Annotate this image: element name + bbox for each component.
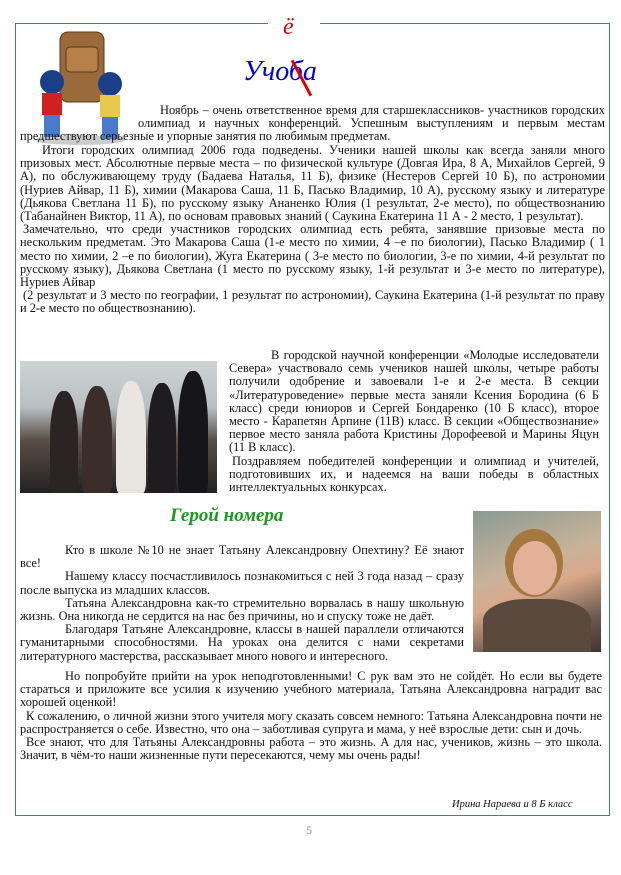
- author-signature: Ирина Нараева и 8 Б класс: [452, 799, 573, 810]
- hero-article-continued: Но попробуйте прийти на урок неподготовленными! С рук вам это не сойдёт. Но если вы будете стараться и приложите все усилия к изучению учебного материала, Татьяна Александровна наградит вас хорошей оценкой! К сожалению, о личной жизни этого учителя могу сказать совсем немного: Татьяна Александровна почти не распространяется о себе. Известно, что она – заботливая супруга и мама, у неё взрослые дети: сын и дочь. Все знают, что для Татьяны Александровны работа – это жизнь. А для нас, учеников, жизнь – это школа. Значит, в чём-то наши жизненные пути пересекаются, чему мы очень рады!: [20, 669, 602, 763]
- intro-paragraph: Ноябрь – очень ответственное время для старшеклассников- участников городских олимпиад и научных конференций. Успешным выступлениям и первым местам предшествуют серьезные и упорные занятия по любимым предметам.: [20, 103, 605, 144]
- congratulations-paragraph: Поздравляем победителей конференции и олимпиад и учителей, подготовивших их, и надеемся на ваши победы в областных интеллектуальных конкурсах.: [229, 453, 599, 495]
- teacher-portrait-photo: [473, 511, 601, 652]
- section-title-hero: Герой номера: [170, 505, 284, 526]
- hero-article: Кто в школе №10 не знает Татьяну Александровну Опехтину? Её знают все! Нашему классу посчастливилось познакомиться с ней 3 года назад – сразу после выпуска из младших классов. Татьяна Александровна как-то стремительно ворвалась в нашу школьную жизнь. Она никогда не сердится на нас без причины, но и спуску тоже не даёт. Благодаря Татьяне Александровне, классы в нашей параллели отличаются гуманитарными способностями. На уроках она делится с нами секретами литературного мастерства, рассказывает много нового и интересного.: [20, 543, 464, 663]
- page-title: Учоба: [243, 56, 317, 87]
- multi-winners-paragraph: Замечательно, что среди участников городских олимпиад есть ребята, занявшие призовые места по нескольким предметам. Это Макарова Саша (1-е место по химии, 4 –е по биологии), Пасько Владимир ( 1 место по химии, 2 –е по биологии), Жуга Екатерина ( 3-е место по биологии, 3-е по химии, 4-й результат по русскому языку), Дьякова Светлана (1 место по русскому языку, 1-й результат и 3-е место по литературе), Нуриев Айвар: [20, 222, 605, 290]
- results-paragraph: Итоги городских олимпиад 2006 года подведены. Ученики нашей школы как всегда заняли много призовых мест. Абсолютные первые места – по физической культуре (Довгая Ира, 8 А, Михайлов Сергей, 9 А), по обслуживающему труду (Бадаева Наталья, 11 Б), физике (Нестеров Сергей 10 Б), по астрономии (Нуриев Айвар, 11 Б), химии (Макарова Саша, 11 Б, Пасько Владимир, 10 А), русскому языку и литературе (Дьякова Светлана 11 Б), по русскому языку Ананенко Юлия (1 результат, 2-е место), по обществознанию (Табанайнен Виктор, 11 А), по основам правовых знаний ( Саукина Екатерина 11 А - 2 место, 1 результат). Замечательно, что среди участников городских олимпиад есть ребята, занявшие призовые места по нескольким предметам. Это Макарова Саша (1-е место по химии, 4 –е по биологии), Пасько Владимир ( 1 место по химии, 2 –е по биологии), Жуга Екатерина ( 3-е место по биологии, 3-е по химии, 4-й результат по русскому языку), Дьякова Светлана (1 место по русскому языку, 1-й результат и 3-е место по литературе), Нуриев Айвар (2 результат и 3 место по географии, 1 результат по астрономии), Саукина Екатерина (1-й результат по праву и 2-е место по обществознанию).: [20, 143, 605, 316]
- multi-winners-continued: (2 результат и 3 место по географии, 1 результат по астрономии), Саукина Екатерина (1-й результат по праву и 2-е место по обществознанию).: [20, 288, 605, 316]
- correction-letter: ё: [283, 14, 294, 40]
- page-number: 5: [306, 823, 312, 837]
- students-group-photo: [20, 361, 217, 493]
- conference-paragraph: В городской научной конференции «Молодые исследователи Севера» участвовало семь учеников нашей школы, четыре работы получили одобрение и завоевали 1-е и 2-е места. В секции «Литературоведение» первые места заняли Ксения Бородина (6 Б класс) среди юниоров и Сергей Бондаренко (10 Б класс), второе место - Карапетян Арпине (11В) класс. В секции «Обществознание» первое место заняла работа Кристины Дорофеевой и Марины Яцун (11 В класс). Поздравляем победителей конференции и олимпиад и учителей, подготовивших их, и надеемся на ваши победы в областных интеллектуальных конкурсах.: [229, 348, 599, 495]
